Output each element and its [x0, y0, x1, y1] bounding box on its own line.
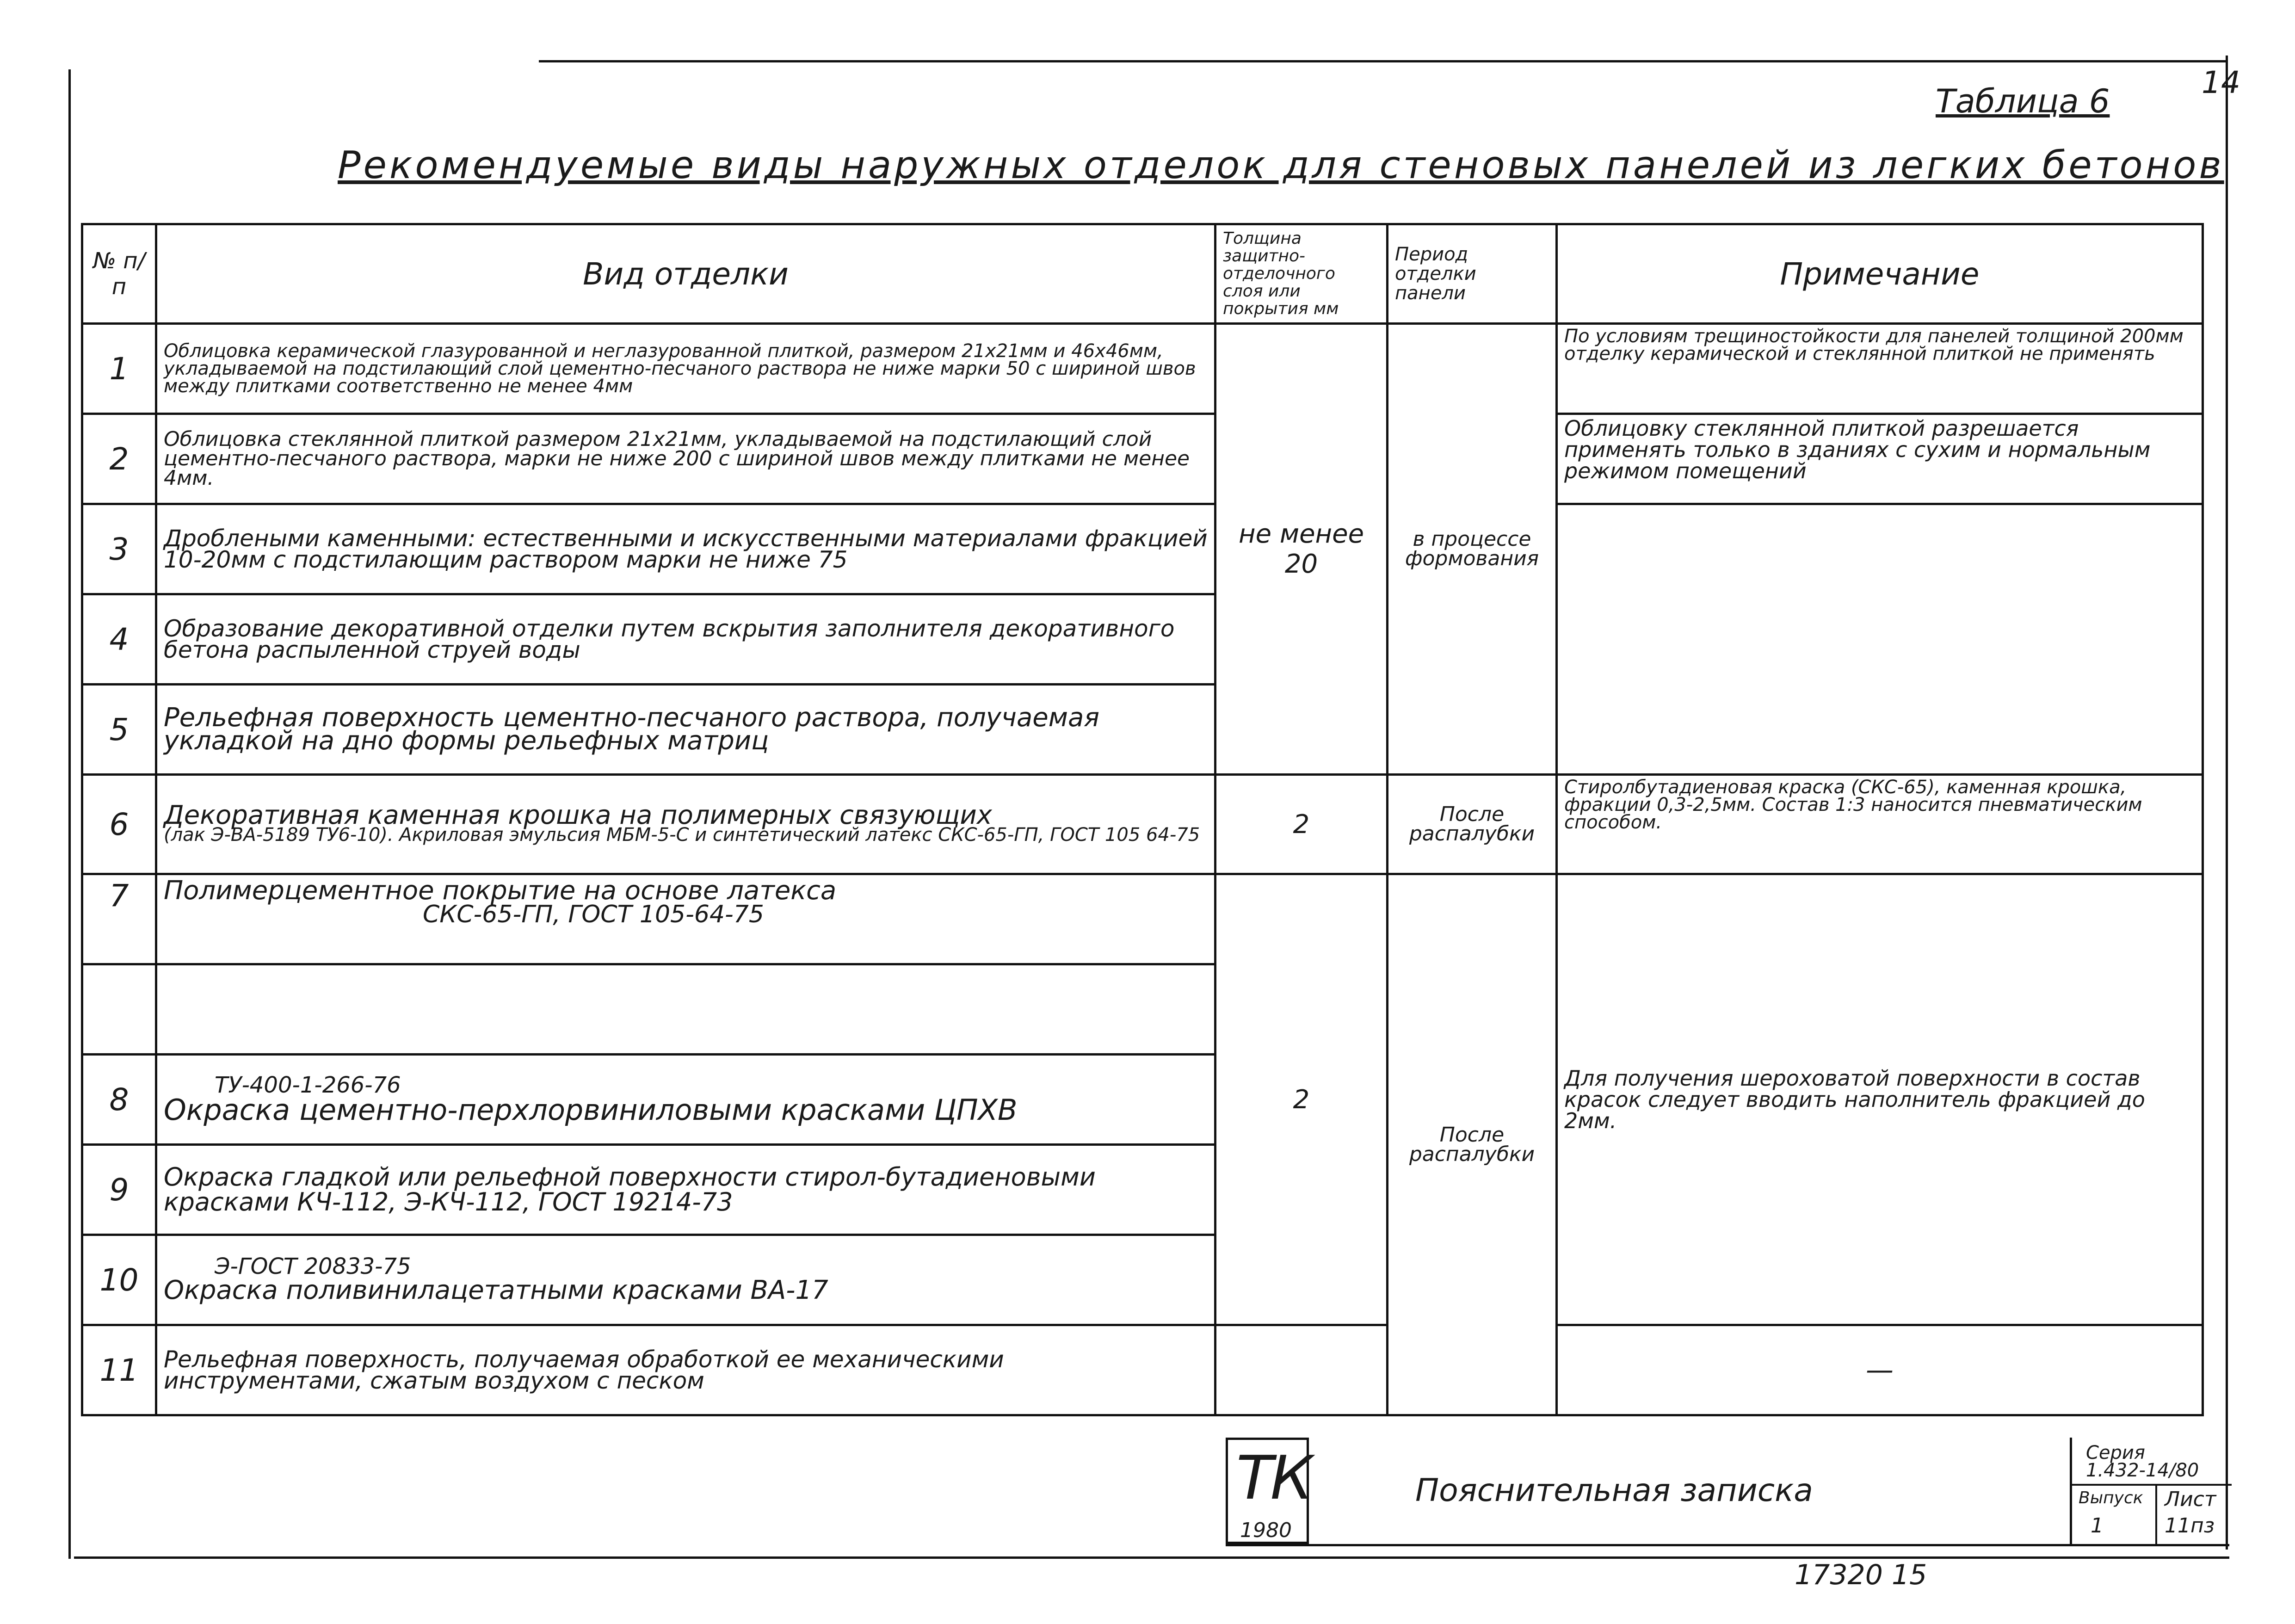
tk-logo-text: ТК [1236, 1443, 1310, 1513]
row-finish-type-cell [156, 775, 1215, 874]
row-finish-type [156, 964, 1215, 1055]
row-finish-type: Дроблеными каменными: естественными и искусственными материалами фракцией 10-20мм с подстилающим раствором марки не ниже 75 [156, 504, 1215, 594]
row-finish-type-sub: СКС-65-ГП, ГОСТ 105-64-75 [423, 901, 764, 928]
table-row [82, 775, 2203, 874]
footer-number: 17320 15 [1795, 1559, 1927, 1591]
row-number [82, 964, 156, 1055]
frame-left-line [68, 69, 71, 1559]
period-row6: После распалубки [1388, 775, 1557, 874]
row-finish-type: Образование декоративной отделки путем вскрытия заполнителя декоративного бетона распыленной струей воды [156, 594, 1215, 685]
table-row [82, 874, 2203, 964]
row-number: 3 [82, 504, 156, 594]
table-row [82, 504, 2203, 594]
frame-top-line [539, 60, 2227, 62]
row-finish-type-sub: (лак Э-ВА-5189 ТУ6-10). Акриловая эмульсия МБМ-5-С и синтетический латекс СКС-65-ГП, ГОСТ 105 64-75 [164, 824, 1200, 846]
row-finish-type-cell [156, 1235, 1215, 1325]
page-number: 14 [2202, 65, 2240, 100]
row-finish-type-pre: Э-ГОСТ 20833-75 [215, 1254, 411, 1279]
row-number: 4 [82, 594, 156, 685]
document-title: Пояснительная записка [1415, 1472, 1813, 1509]
row-finish-type: Полимерцементное покрытие на основе латекса [164, 876, 837, 906]
thickness-merged-7-10: 2 [1215, 874, 1388, 1325]
note-row11: — [1557, 1325, 2203, 1415]
issue-label: Выпуск [2079, 1488, 2143, 1507]
row-number: 7 [82, 874, 156, 964]
table-row [82, 1325, 2203, 1415]
row-number: 6 [82, 775, 156, 874]
row-finish-type: Рельефная поверхность, получаемая обработкой ее механическими инструментами, сжатым воздухом с песком [156, 1325, 1215, 1415]
frame-right-line [2226, 56, 2228, 1550]
row-finish-type-cell [156, 874, 1215, 964]
thickness-row6: 2 [1215, 775, 1388, 874]
row-number: 10 [82, 1235, 156, 1325]
page-title: Рекомендуемые виды наружных отделок для стеновых панелей из легких бетонов [338, 143, 2224, 187]
finishes-table [81, 223, 2204, 1416]
header-vid: Вид отделки [156, 224, 1215, 324]
title-block-divider-vertical [2155, 1484, 2157, 1544]
row-finish-type: Рельефная поверхность цементно-песчаного раствора, получаемая укладкой на дно формы рельефных матриц [156, 685, 1215, 775]
thickness-merged-1-5: не менее 20 [1215, 324, 1388, 775]
issue-value: 1 [2091, 1514, 2104, 1538]
table-header-row [82, 224, 2203, 324]
row-finish-type-pre: ТУ-400-1-266-76 [215, 1072, 401, 1098]
title-block [1226, 1438, 2229, 1544]
title-block-bottom-line [1226, 1544, 2229, 1546]
row-number: 9 [82, 1145, 156, 1235]
table-row [82, 324, 2203, 414]
row-number: 1 [82, 324, 156, 414]
row-finish-type: Облицовка керамической глазурованной и неглазурованной плиткой, размером 21х21мм и 46х46мм, укладываемой на подстилающий слой цементно-песчаного раствора не ниже марки 50 с шириной швов между плитками соответственно не менее 4мм [156, 324, 1215, 414]
header-period: Период отделки панели [1388, 224, 1557, 324]
note-row6: Стиролбутадиеновая краска (СКС-65), каменная крошка, фракции 0,3-2,5мм. Состав 1:3 наносится пневматическим способом. [1557, 775, 2203, 874]
header-note: Примечание [1557, 224, 2203, 324]
note-empty-3-5 [1557, 504, 2203, 775]
tk-logo [1226, 1438, 1309, 1544]
note-row7-10: Для получения шероховатой поверхности в состав красок следует вводить наполнитель фракцией до 2мм. [1557, 874, 2203, 1325]
period-merged-1-5: в процессе формования [1388, 324, 1557, 775]
row-finish-type-cell [156, 1055, 1215, 1145]
row-number: 2 [82, 414, 156, 504]
title-block-divider [2072, 1484, 2232, 1486]
sheet-value: 11пз [2165, 1514, 2215, 1538]
row-number: 8 [82, 1055, 156, 1145]
header-thickness: Толщина защитно-отделочного слоя или покрытия мм [1215, 224, 1388, 324]
tk-logo-year: 1980 [1240, 1519, 1292, 1542]
note-row1: По условиям трещиностойкости для панелей толщиной 200мм отделку керамической и стеклянной плиткой не применять [1557, 324, 2203, 414]
title-block-info [2070, 1438, 2229, 1544]
row-finish-type: Окраска поливинилацетатными красками ВА-17 [164, 1275, 828, 1305]
thickness-row11 [1215, 1325, 1388, 1415]
series-label: Серия [2086, 1442, 2145, 1463]
series-value: 1.432-14/80 [2086, 1460, 2199, 1481]
period-merged-7-11: После распалубки [1388, 874, 1557, 1415]
row-finish-type: Окраска гладкой или рельефной поверхности стирол-бутадиеновыми красками КЧ-112, Э-КЧ-112, ГОСТ 19214-73 [156, 1145, 1215, 1235]
row-number: 11 [82, 1325, 156, 1415]
sheet-label: Лист [2165, 1488, 2216, 1511]
row-finish-type: Облицовка стеклянной плиткой размером 21х21мм, укладываемой на подстилающий слой цементно-песчаного раствора, марки не ниже 200 с шириной швов между плитками не менее 4мм. [156, 414, 1215, 504]
row-finish-type: Окраска цементно-перхлорвиниловыми красками ЦПХВ [164, 1093, 1018, 1127]
note-row2: Облицовку стеклянной плиткой разрешается применять только в зданиях с сухим и нормальным режимом помещений [1557, 414, 2203, 504]
row-number: 5 [82, 685, 156, 775]
table-row [82, 414, 2203, 504]
row-finish-type: Декоративная каменная крошка на полимерных связующих [164, 800, 992, 830]
table-label: Таблица 6 [1936, 82, 2110, 120]
header-num: № п/п [82, 224, 156, 324]
